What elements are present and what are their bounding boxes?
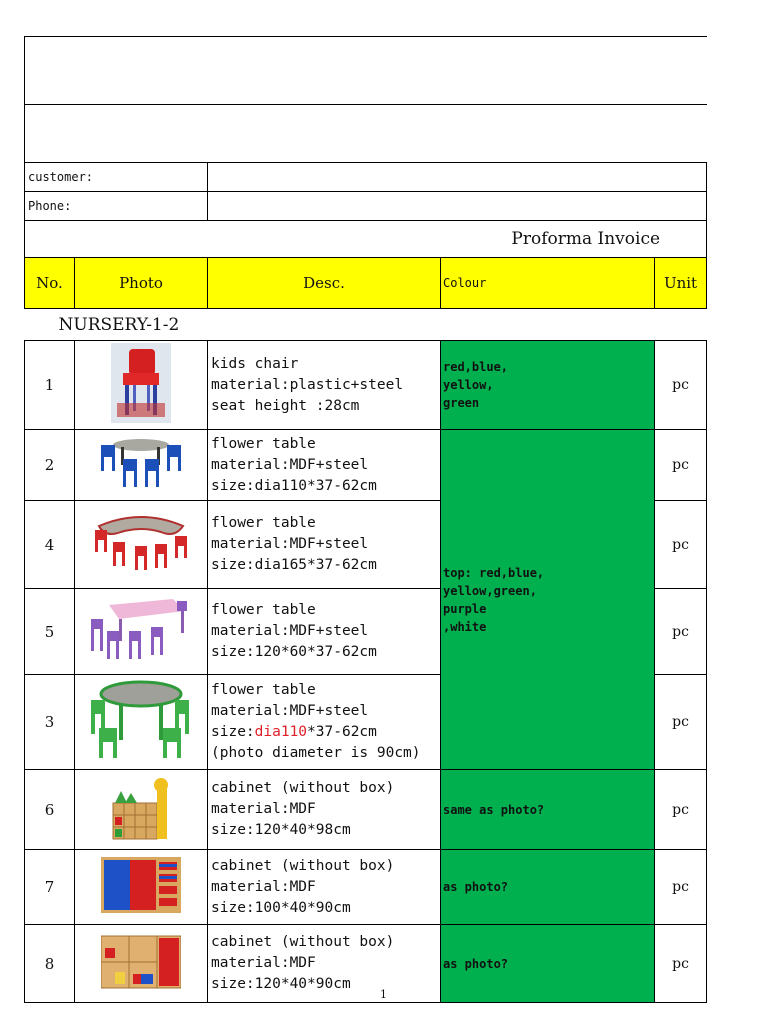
row-number: 6 — [25, 770, 75, 850]
customer-field[interactable] — [208, 163, 707, 192]
desc-line: cabinet (without box) — [211, 934, 395, 950]
desc-line: flower table — [211, 435, 316, 452]
unit-cell: pc — [655, 770, 707, 850]
unit-cell: pc — [655, 925, 707, 1003]
desc-line — [211, 724, 377, 740]
invoice-table — [24, 36, 707, 1003]
desc-line: flower table — [211, 602, 316, 618]
table-row — [25, 925, 707, 1003]
row-number: 4 — [25, 501, 75, 589]
blue-red-cabinet-icon — [101, 855, 181, 915]
table-row — [25, 341, 707, 430]
product-photo-rect-table — [75, 589, 208, 675]
row-number: 5 — [25, 589, 75, 675]
row-desc — [208, 501, 441, 589]
unit-cell: pc — [655, 430, 707, 501]
size-prefix: size: — [211, 724, 255, 740]
colour-cell: same as photo? — [441, 770, 655, 850]
desc-line: material:MDF+steel — [211, 536, 369, 552]
shelf-cabinet-icon — [101, 934, 181, 990]
highlighted-size: dia110 — [254, 724, 308, 740]
desc-line: (photo diameter is 90cm) — [211, 745, 421, 761]
unit-cell: pc — [655, 501, 707, 589]
desc-line: size:dia110*37-62cm — [211, 477, 377, 494]
product-photo-kids-chair — [75, 341, 208, 430]
invoice-sheet — [24, 36, 706, 1003]
round-table-green-icon — [89, 678, 193, 762]
section-row — [25, 309, 707, 341]
unit-cell: pc — [655, 850, 707, 925]
page-number: 1 — [380, 988, 387, 1001]
desc-line: material:plastic+steel — [211, 376, 404, 393]
desc-line: material:MDF — [211, 878, 316, 895]
unit-cell: pc — [655, 675, 707, 770]
row-desc — [208, 430, 441, 501]
desc-line: material:MDF — [211, 955, 316, 971]
phone-row — [25, 192, 707, 221]
row-desc — [208, 589, 441, 675]
product-photo-kidney-table — [75, 501, 208, 589]
row-desc — [208, 925, 441, 1003]
rectangular-table-icon — [89, 597, 193, 663]
desc-line: material:MDF — [211, 801, 316, 817]
product-photo-cabinet-shelves — [75, 925, 208, 1003]
customer-label: customer: — [25, 163, 208, 192]
phone-label: Phone: — [25, 192, 208, 221]
table-row — [25, 430, 707, 501]
colour-cell-merged: top: red,blue, yellow,green, purple ,white — [441, 430, 655, 770]
phone-field[interactable] — [208, 192, 707, 221]
customer-row — [25, 163, 707, 192]
kidney-table-icon — [91, 512, 191, 574]
giraffe-cabinet-icon — [111, 775, 171, 841]
col-header-desc: Desc. — [208, 258, 441, 309]
desc-line: size:100*40*90cm — [211, 899, 351, 916]
desc-line: material:MDF+steel — [211, 623, 369, 639]
col-header-photo: Photo — [75, 258, 208, 309]
row-number: 8 — [25, 925, 75, 1003]
row-desc — [208, 770, 441, 850]
desc-line: kids chair — [211, 355, 299, 372]
product-photo-round-table-green — [75, 675, 208, 770]
row-desc — [208, 341, 441, 430]
desc-line: flower table — [211, 682, 316, 698]
company-address-cell — [25, 105, 707, 163]
title-row-2 — [25, 105, 707, 163]
table-row — [25, 850, 707, 925]
table-row — [25, 770, 707, 850]
desc-line: material:MDF+steel — [211, 703, 369, 719]
row-number: 2 — [25, 430, 75, 501]
desc-line: seat height :28cm — [211, 397, 360, 414]
kids-chair-icon — [111, 343, 171, 423]
desc-line: cabinet (without box) — [211, 857, 395, 874]
doc-title: Proforma Invoice — [25, 221, 707, 258]
row-desc — [208, 675, 441, 770]
unit-cell: pc — [655, 341, 707, 430]
desc-line: flower table — [211, 515, 316, 531]
col-header-colour: Colour — [441, 258, 655, 309]
row-number: 1 — [25, 341, 75, 430]
round-table-icon — [93, 433, 189, 493]
desc-line: size:120*40*90cm — [211, 976, 351, 992]
col-header-no: No. — [25, 258, 75, 309]
desc-line: size:dia165*37-62cm — [211, 557, 377, 573]
product-photo-cabinet-giraffe — [75, 770, 208, 850]
product-photo-cabinet-blue-red — [75, 850, 208, 925]
desc-line: material:MDF+steel — [211, 456, 369, 473]
col-header-unit: Unit — [655, 258, 707, 309]
doc-title-row — [25, 221, 707, 258]
product-photo-round-table — [75, 430, 208, 501]
colour-cell: as photo? — [441, 850, 655, 925]
desc-line: size:120*40*98cm — [211, 822, 351, 838]
unit-cell: pc — [655, 589, 707, 675]
colour-cell: red,blue, yellow, green — [441, 341, 655, 430]
colour-cell: as photo? — [441, 925, 655, 1003]
section-title: NURSERY-1-2 — [58, 314, 180, 335]
column-header-row — [25, 258, 707, 309]
company-title-cell — [25, 37, 707, 105]
size-suffix: *37-62cm — [307, 724, 377, 740]
row-desc — [208, 850, 441, 925]
desc-line: cabinet (without box) — [211, 780, 395, 796]
desc-line: size:120*60*37-62cm — [211, 644, 377, 660]
row-number: 7 — [25, 850, 75, 925]
title-row-1 — [25, 37, 707, 105]
row-number: 3 — [25, 675, 75, 770]
